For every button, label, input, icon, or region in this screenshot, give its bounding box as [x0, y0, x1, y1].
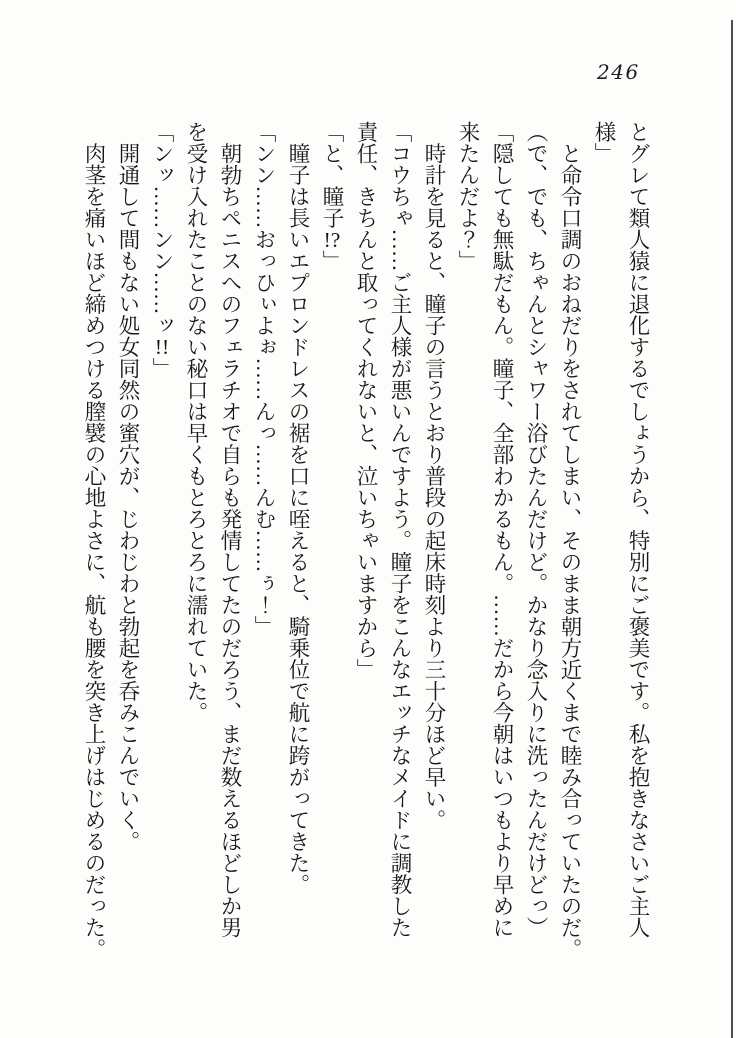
page-edge-line: [731, 20, 733, 1038]
text-line: とグレて類人猿に退化するでしょうから、特別にご褒美です。私を抱きなさいご主人: [626, 121, 650, 938]
text-line: 肉茎を痛いほど締めつける膣襞の心地よさに、航も腰を突き上げはじめるのだった。: [82, 121, 106, 960]
text-line: 「ンッ……ンン……ッ!!」: [150, 121, 174, 379]
text-line: 「隠しても無駄だもん。瞳子、全部わかるもん。……だから今朝はいつもより早めに: [490, 121, 514, 938]
text-line: 来たんだよ？」: [456, 121, 480, 272]
text-line: 様」: [592, 121, 616, 164]
text-line: 「コウちゃ……ご主人様が悪いんですよう。瞳子をこんなエッチなメイドに調教した: [388, 121, 412, 938]
text-line: 開通して間もない処女同然の蜜穴が、じわじわと勃起を呑みこんでいく。: [116, 121, 140, 852]
vertical-text-block: [77, 121, 655, 981]
text-line: 「ンン……おっひぃよぉ……んっ……んむ……ぅ！」: [252, 121, 276, 637]
text-line: を受け入れたことのない秘口は早くもとろとろに濡れていた。: [184, 121, 208, 723]
text-line: 時計を見ると、瞳子の言うとおり普段の起床時刻より三十分ほど早い。: [422, 121, 446, 831]
tatechuyoko-cluster: !!: [154, 336, 170, 358]
text-line: と命令口調のおねだりをされてしまい、そのまま朝方近くまで睦み合っていたのだ。: [558, 121, 582, 960]
text-line: （で、でも、ちゃんとシャワー浴びたんだけど。かなり念入りに洗ったんだけどっ）: [524, 121, 548, 938]
text-line: 「と、瞳子!?」: [320, 121, 344, 272]
page-number: 246: [597, 60, 640, 84]
text-line: 瞳子は長いエプロンドレスの裾を口に咥えると、騎乗位で航に跨がってきた。: [286, 121, 310, 895]
text-line: 責任、きちんと取ってくれないと、泣いちゃいますから」: [354, 121, 378, 680]
text-line: 朝勃ちペニスへのフェラチオで自らも発情してたのだろう、まだ数えるほどしか男: [218, 121, 242, 938]
tatechuyoko-cluster: !?: [323, 228, 341, 250]
